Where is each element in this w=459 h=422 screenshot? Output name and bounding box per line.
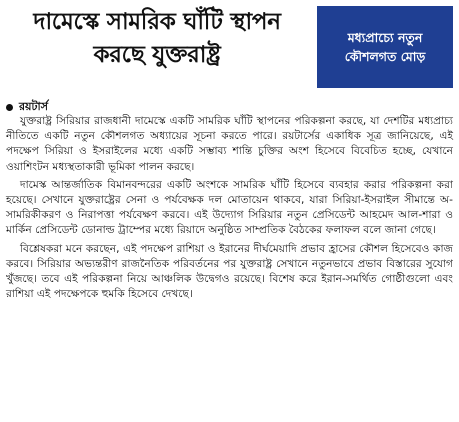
tag-text: মধ্যপ্রাচ্যে নতুন কৌশলগত মোড় (344, 30, 426, 64)
paragraph-1: যুক্তরাষ্ট্র সিরিয়ার রাজধানী দামেস্কে একটি সামরিক ঘাঁটি স্থাপনের পরিকল্পনা করছে, যা দেশটির মধ্যপ্রাচ্য নীতিতে একটি নতুন কৌশলগত অধ্যায়ের সূচনা করতে পারে। রয়টার্সের একাধিক সূত্র জানিয়েছে, এই পদক্ষেপ সিরিয়া ও ইসরাইলের মধ্যে একটি সম্ভাব্য শান্তি চুক্তির অংশ হিসেবে বিবেচিত হচ্ছে, যেখানে ওয়াশিংটন মধ্যস্থতাকারী ভূমিকা পালন করছে। (6, 115, 453, 173)
paragraph-2: দামেস্ক আন্তর্জাতিক বিমানবন্দরের একটি অংশকে সামরিক ঘাঁটি হিসেবে ব্যবহার করার পরিকল্পনা করা হয়েছে। সেখানে যুক্তরাষ্ট্রের সেনা ও পর্যবেক্ষক দল মোতায়েন থাকবে, যারা সিরিয়া-ইসরাইল সীমান্তে অ-সামরিকীকরণ ও নিরাপত্তা পর্যবেক্ষণ করবে। এই উদ্যোগ সিরিয়ার নতুন প্রেসিডেন্ট আহমেদ আল-শারা ও মার্কিন প্রেসিডেন্ট ডোনাল্ড ট্রাম্পের মধ্যে রিয়াদে অনুষ্ঠিত সাম্প্রতিক বৈঠকের ফলাফল বলে জানা গেছে। (6, 178, 453, 237)
source-label: রয়টার্স (19, 100, 48, 113)
headline: দামেস্কে সামরিক ঘাঁটি স্থাপন করছে যুক্তরাষ্ট্র (33, 9, 281, 68)
tag-box (317, 6, 453, 88)
news-clipping (6, 6, 453, 416)
article-body (6, 114, 453, 305)
bullet-icon (6, 104, 13, 111)
paragraph-3: বিশ্লেষকরা মনে করছেন, এই পদক্ষেপ রাশিয়া ও ইরানের দীর্ঘমেয়াদি প্রভাব হ্রাসের কৌশল হিসেবেও কাজ করবে। সিরিয়ার অভ্যন্তরীণ রাজনৈতিক পরিবর্তনের পর যুক্তরাষ্ট্র সেখানে নতুনভাবে প্রভাব বিস্তারের সুযোগ খুঁজছে। তবে এই পরিকল্পনা নিয়ে আঞ্চলিক উদ্বেগও রয়েছে। বিশেষ করে ইরান-সমর্থিত গোষ্ঠীগুলো এবং রাশিয়া এই পদক্ষেপকে হুমকি হিসেবে দেখছে। (6, 242, 453, 301)
